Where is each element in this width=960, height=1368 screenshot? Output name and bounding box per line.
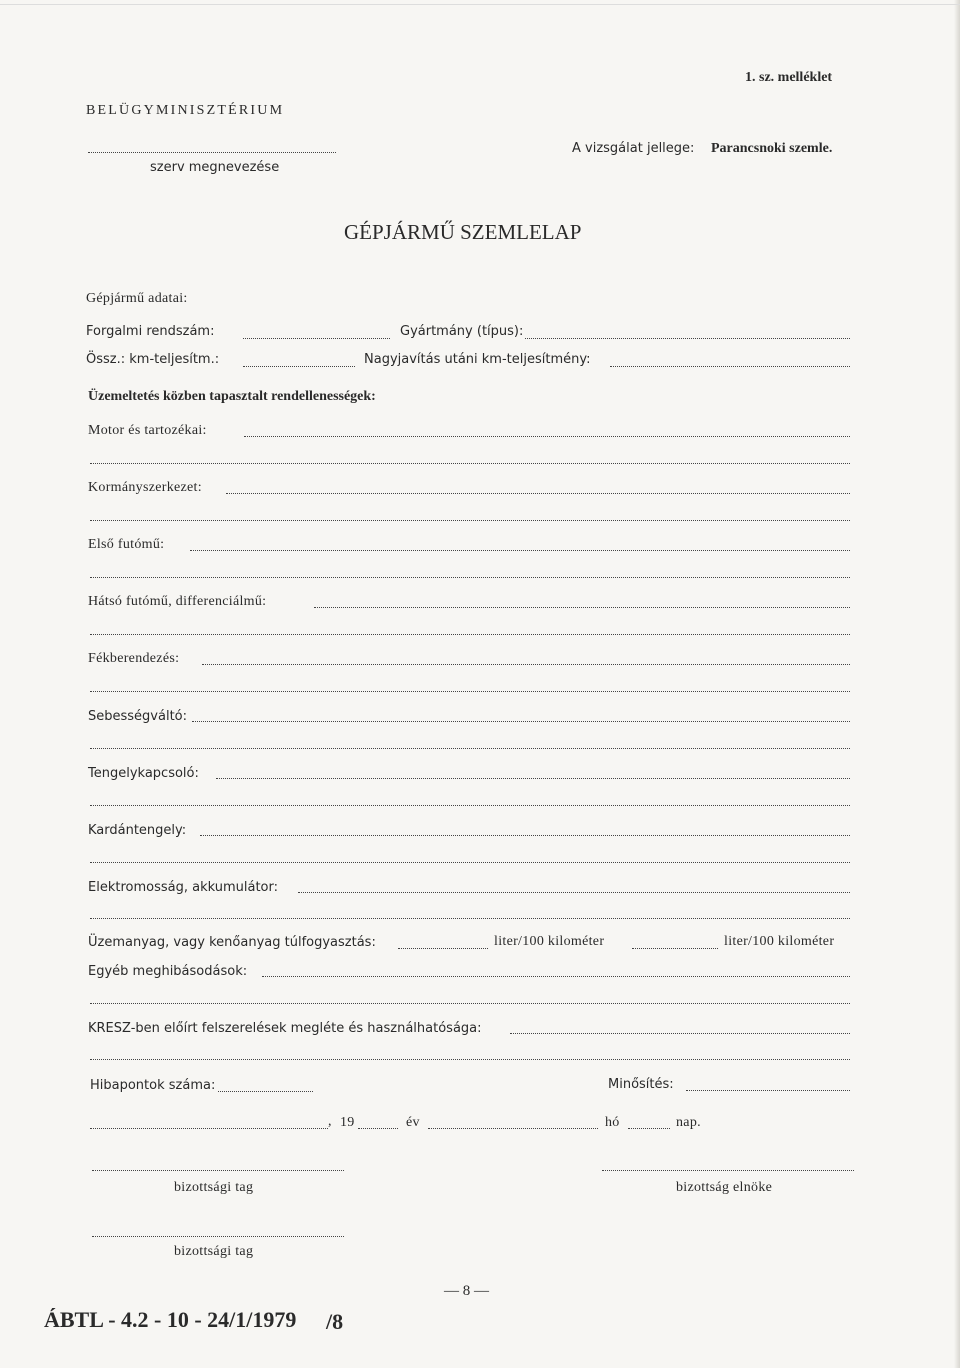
defect-gearbox-field-2[interactable]: [90, 748, 850, 749]
page-number: — 8 —: [444, 1283, 489, 1299]
org-name-field[interactable]: [88, 152, 336, 153]
defect-electrics-field[interactable]: [298, 892, 850, 893]
kresz-field-2[interactable]: [90, 1059, 850, 1060]
plate-field[interactable]: [243, 338, 390, 339]
day-field[interactable]: [628, 1128, 670, 1129]
inspection-type: Parancsnoki szemle.: [711, 141, 833, 156]
make-label: Gyártmány (típus):: [400, 324, 524, 339]
km-label: Össz.: km-teljesítm.:: [86, 352, 220, 367]
annex-label: 1. sz. melléklet: [745, 70, 833, 85]
date-nap: nap.: [676, 1115, 701, 1130]
overhaul-label: Nagyjavítás utáni km-teljesítmény:: [364, 352, 591, 367]
signature-caption-2: bizottság elnöke: [676, 1180, 773, 1195]
defect-gearbox-label: Sebességváltó:: [88, 709, 187, 724]
month-field[interactable]: [428, 1128, 598, 1129]
year-field[interactable]: [358, 1128, 398, 1129]
archive-reference: ÁBTL - 4.2 - 10 - 24/1/1979: [44, 1307, 297, 1332]
defect-clutch-field[interactable]: [216, 778, 850, 779]
defect-steering-field-2[interactable]: [90, 520, 850, 521]
defect-rear-axle-label: Hátsó futómű, differenciálmű:: [88, 594, 267, 609]
date-year-prefix: 19: [340, 1115, 355, 1130]
defect-gearbox-field[interactable]: [192, 721, 850, 722]
defect-driveshaft-label: Kardántengely:: [88, 823, 187, 838]
signature-line-2[interactable]: [602, 1170, 854, 1171]
defect-electrics-field-2[interactable]: [90, 918, 850, 919]
points-field[interactable]: [218, 1091, 313, 1092]
org-caption: szerv megnevezése: [150, 160, 280, 175]
defect-motor-field[interactable]: [244, 436, 850, 437]
other-defects-field-2[interactable]: [90, 1003, 850, 1004]
page-top-border: [0, 4, 960, 5]
signature-caption-3: bizottsági tag: [174, 1244, 254, 1259]
other-defects-field[interactable]: [262, 976, 850, 977]
points-label: Hibapontok száma:: [90, 1078, 216, 1093]
defect-driveshaft-field-2[interactable]: [90, 862, 850, 863]
defect-brakes-field-2[interactable]: [90, 691, 850, 692]
fuel-field-2[interactable]: [632, 948, 718, 949]
rating-label: Minősítés:: [608, 1077, 674, 1092]
defects-heading: Üzemeltetés közben tapasztalt rendellenességek:: [88, 389, 376, 404]
vehicle-heading: Gépjármű adatai:: [86, 291, 188, 306]
archive-page: /8: [326, 1309, 344, 1334]
overhaul-field[interactable]: [610, 366, 850, 367]
defect-front-axle-field-2[interactable]: [90, 577, 850, 578]
date-comma: ,: [328, 1114, 332, 1129]
defect-driveshaft-field[interactable]: [200, 835, 850, 836]
ministry-name: BELÜGYMINISZTÉRIUM: [86, 103, 285, 118]
defect-motor-label: Motor és tartozékai:: [88, 423, 207, 438]
signature-caption-1: bizottsági tag: [174, 1180, 254, 1195]
make-field[interactable]: [525, 338, 850, 339]
other-defects-label: Egyéb meghibásodások:: [88, 964, 248, 979]
kresz-field[interactable]: [510, 1033, 850, 1034]
defect-rear-axle-field-2[interactable]: [90, 634, 850, 635]
kresz-label: KRESZ-ben előírt felszerelések megléte és használhatósága:: [88, 1021, 482, 1036]
defect-clutch-field-2[interactable]: [90, 805, 850, 806]
signature-line-1[interactable]: [92, 1170, 344, 1171]
km-field[interactable]: [243, 366, 355, 367]
defect-motor-field-2[interactable]: [90, 463, 850, 464]
page-edge: [954, 0, 960, 1368]
place-field[interactable]: [90, 1128, 328, 1129]
defect-front-axle-label: Első futómű:: [88, 537, 165, 552]
date-ev: év: [406, 1115, 420, 1130]
defect-front-axle-field[interactable]: [190, 550, 850, 551]
plate-label: Forgalmi rendszám:: [86, 324, 215, 339]
fuel-unit-2: liter/100 kilométer: [724, 934, 835, 949]
inspection-prefix: A vizsgálat jellege:: [572, 141, 695, 156]
defect-brakes-field[interactable]: [202, 664, 850, 665]
defect-steering-label: Kormányszerkezet:: [88, 480, 202, 495]
page-title: GÉPJÁRMŰ SZEMLELAP: [344, 220, 582, 244]
defect-electrics-label: Elektromosság, akkumulátor:: [88, 880, 278, 895]
date-ho: hó: [605, 1115, 620, 1130]
defect-rear-axle-field[interactable]: [314, 607, 850, 608]
fuel-label: Üzemanyag, vagy kenőanyag túlfogyasztás:: [88, 935, 376, 950]
fuel-field-1[interactable]: [398, 948, 488, 949]
signature-line-3[interactable]: [92, 1236, 344, 1237]
defect-clutch-label: Tengelykapcsoló:: [88, 766, 199, 781]
defect-brakes-label: Fékberendezés:: [88, 651, 180, 666]
fuel-unit-1: liter/100 kilométer: [494, 934, 605, 949]
rating-field[interactable]: [686, 1090, 850, 1091]
defect-steering-field[interactable]: [226, 493, 850, 494]
